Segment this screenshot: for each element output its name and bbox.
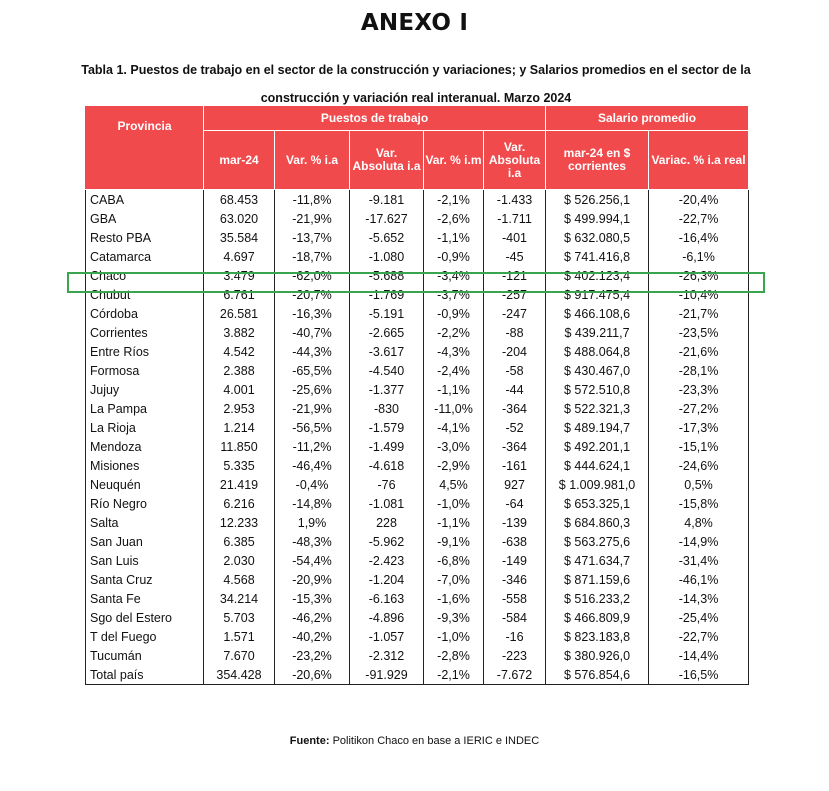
cell-province: Neuquén — [86, 475, 204, 494]
table-row — [86, 608, 749, 627]
cell-var-abs-ia: -1.499 — [350, 437, 424, 456]
cell-var-pct-ia: -65,5% — [275, 361, 350, 380]
cell-salary-current: $ 576.854,6 — [546, 665, 649, 685]
cell-var-pct-ia: -40,2% — [275, 627, 350, 646]
cell-var-abs-ia-2: 927 — [484, 475, 546, 494]
cell-jobs-mar24: 5.335 — [204, 456, 275, 475]
cell-var-pct-im: -7,0% — [424, 570, 484, 589]
cell-var-pct-im: -2,1% — [424, 190, 484, 210]
cell-var-abs-ia: -2.312 — [350, 646, 424, 665]
cell-salary-real-var: -26,3% — [649, 266, 749, 285]
cell-var-abs-ia: -5.688 — [350, 266, 424, 285]
table-row — [86, 266, 749, 285]
cell-var-pct-im: -4,1% — [424, 418, 484, 437]
cell-salary-real-var: -23,3% — [649, 380, 749, 399]
table-row — [86, 570, 749, 589]
cell-salary-real-var: -16,4% — [649, 228, 749, 247]
cell-var-abs-ia-2: -584 — [484, 608, 546, 627]
table-row — [86, 646, 749, 665]
source-note — [0, 735, 829, 747]
cell-salary-real-var: -31,4% — [649, 551, 749, 570]
cell-jobs-mar24: 2.388 — [204, 361, 275, 380]
cell-var-pct-ia: -20,6% — [275, 665, 350, 685]
cell-jobs-mar24: 34.214 — [204, 589, 275, 608]
cell-salary-current: $ 741.416,8 — [546, 247, 649, 266]
header-group-jobs: Puestos de trabajo — [204, 106, 546, 131]
cell-jobs-mar24: 1.214 — [204, 418, 275, 437]
header-col-var-abs-ia-2: Var. Absoluta i.a — [484, 131, 546, 190]
table-row — [86, 190, 749, 210]
cell-province: Formosa — [86, 361, 204, 380]
cell-salary-current: $ 563.275,6 — [546, 532, 649, 551]
cell-salary-current: $ 430.467,0 — [546, 361, 649, 380]
cell-province: Resto PBA — [86, 228, 204, 247]
cell-var-abs-ia: -830 — [350, 399, 424, 418]
table-row — [86, 627, 749, 646]
cell-var-abs-ia-2: -364 — [484, 399, 546, 418]
cell-var-pct-ia: -14,8% — [275, 494, 350, 513]
cell-var-abs-ia-2: -257 — [484, 285, 546, 304]
cell-var-pct-ia: -11,8% — [275, 190, 350, 210]
cell-province: Mendoza — [86, 437, 204, 456]
cell-var-abs-ia: -5.652 — [350, 228, 424, 247]
cell-var-pct-im: -11,0% — [424, 399, 484, 418]
cell-var-abs-ia: -1.579 — [350, 418, 424, 437]
cell-province: Entre Ríos — [86, 342, 204, 361]
cell-jobs-mar24: 6.761 — [204, 285, 275, 304]
cell-var-abs-ia-2: -204 — [484, 342, 546, 361]
cell-salary-real-var: -20,4% — [649, 190, 749, 210]
cell-salary-real-var: -17,3% — [649, 418, 749, 437]
cell-salary-current: $ 466.108,6 — [546, 304, 649, 323]
table-row — [86, 304, 749, 323]
cell-var-pct-im: -2,1% — [424, 665, 484, 685]
table-row — [86, 209, 749, 228]
cell-var-pct-ia: -20,9% — [275, 570, 350, 589]
cell-var-pct-im: -9,3% — [424, 608, 484, 627]
table-row — [86, 361, 749, 380]
cell-var-pct-ia: -56,5% — [275, 418, 350, 437]
cell-var-pct-im: -3,4% — [424, 266, 484, 285]
table-caption: Tabla 1. Puestos de trabajo en el sector de la construcción y variaciones; y Salarios promedios en el sector de la construcción y variación real interanual. Marzo 2024 — [81, 63, 751, 105]
cell-salary-current: $ 380.926,0 — [546, 646, 649, 665]
cell-var-pct-ia: -25,6% — [275, 380, 350, 399]
cell-salary-current: $ 526.256,1 — [546, 190, 649, 210]
cell-var-abs-ia-2: -558 — [484, 589, 546, 608]
cell-var-pct-ia: -62,0% — [275, 266, 350, 285]
cell-var-pct-im: -2,6% — [424, 209, 484, 228]
cell-jobs-mar24: 354.428 — [204, 665, 275, 685]
cell-jobs-mar24: 6.385 — [204, 532, 275, 551]
cell-var-abs-ia: -4.896 — [350, 608, 424, 627]
cell-jobs-mar24: 5.703 — [204, 608, 275, 627]
cell-var-abs-ia-2: -45 — [484, 247, 546, 266]
cell-var-pct-im: -3,0% — [424, 437, 484, 456]
cell-var-pct-im: -1,0% — [424, 494, 484, 513]
cell-salary-real-var: -14,9% — [649, 532, 749, 551]
cell-var-abs-ia-2: -58 — [484, 361, 546, 380]
page-title: ANEXO I — [360, 10, 469, 36]
table-row — [86, 532, 749, 551]
cell-jobs-mar24: 35.584 — [204, 228, 275, 247]
cell-salary-current: $ 917.475,4 — [546, 285, 649, 304]
cell-var-abs-ia: -4.618 — [350, 456, 424, 475]
cell-jobs-mar24: 21.419 — [204, 475, 275, 494]
cell-var-pct-ia: -21,9% — [275, 399, 350, 418]
cell-var-pct-ia: -16,3% — [275, 304, 350, 323]
cell-jobs-mar24: 11.850 — [204, 437, 275, 456]
table-row — [86, 494, 749, 513]
table-row — [86, 437, 749, 456]
cell-salary-current: $ 439.211,7 — [546, 323, 649, 342]
table-row — [86, 418, 749, 437]
table-row — [86, 323, 749, 342]
cell-var-abs-ia-2: -401 — [484, 228, 546, 247]
header-col-var-pct-im: Var. % i.m — [424, 131, 484, 190]
table-row — [86, 551, 749, 570]
cell-var-abs-ia: -1.081 — [350, 494, 424, 513]
table-row — [86, 475, 749, 494]
cell-var-pct-im: -6,8% — [424, 551, 484, 570]
cell-var-abs-ia-2: -223 — [484, 646, 546, 665]
cell-salary-current: $ 572.510,8 — [546, 380, 649, 399]
cell-var-abs-ia-2: -44 — [484, 380, 546, 399]
table-row — [86, 513, 749, 532]
cell-province: T del Fuego — [86, 627, 204, 646]
cell-var-abs-ia-2: -638 — [484, 532, 546, 551]
cell-province: San Juan — [86, 532, 204, 551]
cell-var-abs-ia: -2.665 — [350, 323, 424, 342]
cell-var-pct-im: -4,3% — [424, 342, 484, 361]
cell-var-pct-im: 4,5% — [424, 475, 484, 494]
cell-var-pct-ia: 1,9% — [275, 513, 350, 532]
cell-var-abs-ia-2: -161 — [484, 456, 546, 475]
cell-jobs-mar24: 4.001 — [204, 380, 275, 399]
cell-var-abs-ia: -6.163 — [350, 589, 424, 608]
cell-province: Santa Cruz — [86, 570, 204, 589]
cell-province: Catamarca — [86, 247, 204, 266]
cell-salary-current: $ 653.325,1 — [546, 494, 649, 513]
cell-salary-real-var: -25,4% — [649, 608, 749, 627]
cell-salary-real-var: -28,1% — [649, 361, 749, 380]
cell-jobs-mar24: 1.571 — [204, 627, 275, 646]
cell-province: Misiones — [86, 456, 204, 475]
cell-var-abs-ia-2: -88 — [484, 323, 546, 342]
cell-jobs-mar24: 4.542 — [204, 342, 275, 361]
cell-salary-real-var: -14,3% — [649, 589, 749, 608]
cell-var-pct-im: -1,1% — [424, 380, 484, 399]
table-row — [86, 665, 749, 685]
header-col-mar24: mar-24 — [204, 131, 275, 190]
cell-province: Chubut — [86, 285, 204, 304]
cell-province: Santa Fe — [86, 589, 204, 608]
cell-jobs-mar24: 4.697 — [204, 247, 275, 266]
cell-var-abs-ia: -1.057 — [350, 627, 424, 646]
cell-salary-current: $ 471.634,7 — [546, 551, 649, 570]
header-col-var-pct-ia: Var. % i.a — [275, 131, 350, 190]
cell-var-pct-im: -2,2% — [424, 323, 484, 342]
table-row — [86, 247, 749, 266]
cell-var-pct-im: -2,8% — [424, 646, 484, 665]
cell-jobs-mar24: 68.453 — [204, 190, 275, 210]
data-table — [85, 105, 749, 685]
table-row — [86, 380, 749, 399]
cell-var-abs-ia: -3.617 — [350, 342, 424, 361]
cell-salary-real-var: -22,7% — [649, 627, 749, 646]
cell-province: La Pampa — [86, 399, 204, 418]
cell-salary-real-var: -21,6% — [649, 342, 749, 361]
cell-var-abs-ia: -4.540 — [350, 361, 424, 380]
header-province: Provincia — [86, 106, 204, 190]
cell-var-pct-ia: -44,3% — [275, 342, 350, 361]
cell-var-abs-ia: 228 — [350, 513, 424, 532]
cell-var-abs-ia-2: -139 — [484, 513, 546, 532]
cell-var-pct-im: -1,1% — [424, 513, 484, 532]
cell-var-pct-im: -2,4% — [424, 361, 484, 380]
cell-province: San Luis — [86, 551, 204, 570]
cell-salary-real-var: -16,5% — [649, 665, 749, 685]
cell-jobs-mar24: 2.953 — [204, 399, 275, 418]
cell-salary-real-var: -24,6% — [649, 456, 749, 475]
table-row — [86, 399, 749, 418]
cell-var-pct-ia: -15,3% — [275, 589, 350, 608]
cell-var-pct-im: -3,7% — [424, 285, 484, 304]
table-row — [86, 342, 749, 361]
cell-province: GBA — [86, 209, 204, 228]
cell-salary-current: $ 522.321,3 — [546, 399, 649, 418]
cell-jobs-mar24: 3.882 — [204, 323, 275, 342]
table-row — [86, 285, 749, 304]
cell-var-abs-ia-2: -1.711 — [484, 209, 546, 228]
cell-var-pct-im: -1,0% — [424, 627, 484, 646]
cell-salary-current: $ 489.194,7 — [546, 418, 649, 437]
cell-salary-current: $ 466.809,9 — [546, 608, 649, 627]
cell-salary-real-var: -27,2% — [649, 399, 749, 418]
cell-salary-real-var: -10,4% — [649, 285, 749, 304]
cell-province: Chaco — [86, 266, 204, 285]
cell-salary-current: $ 402.123,4 — [546, 266, 649, 285]
cell-var-abs-ia: -91.929 — [350, 665, 424, 685]
cell-jobs-mar24: 26.581 — [204, 304, 275, 323]
cell-jobs-mar24: 12.233 — [204, 513, 275, 532]
cell-province: CABA — [86, 190, 204, 210]
cell-var-pct-im: -0,9% — [424, 247, 484, 266]
source-label: Fuente: — [289, 735, 330, 747]
cell-var-abs-ia: -2.423 — [350, 551, 424, 570]
cell-salary-real-var: -15,1% — [649, 437, 749, 456]
cell-var-abs-ia-2: -64 — [484, 494, 546, 513]
table-body — [86, 190, 749, 685]
cell-salary-real-var: 4,8% — [649, 513, 749, 532]
cell-salary-real-var: -23,5% — [649, 323, 749, 342]
header-col-salary-current: mar-24 en $ corrientes — [546, 131, 649, 190]
cell-var-abs-ia-2: -346 — [484, 570, 546, 589]
cell-var-abs-ia-2: -7.672 — [484, 665, 546, 685]
cell-jobs-mar24: 4.568 — [204, 570, 275, 589]
cell-var-pct-ia: -21,9% — [275, 209, 350, 228]
cell-var-pct-ia: -18,7% — [275, 247, 350, 266]
cell-var-pct-ia: -48,3% — [275, 532, 350, 551]
cell-salary-current: $ 871.159,6 — [546, 570, 649, 589]
cell-var-abs-ia-2: -121 — [484, 266, 546, 285]
cell-var-abs-ia: -1.377 — [350, 380, 424, 399]
cell-province: Tucumán — [86, 646, 204, 665]
cell-province: Sgo del Estero — [86, 608, 204, 627]
header-col-salary-real-var: Variac. % i.a real — [649, 131, 749, 190]
cell-var-pct-ia: -23,2% — [275, 646, 350, 665]
cell-salary-real-var: 0,5% — [649, 475, 749, 494]
cell-var-pct-im: -2,9% — [424, 456, 484, 475]
cell-salary-current: $ 1.009.981,0 — [546, 475, 649, 494]
cell-salary-real-var: -21,7% — [649, 304, 749, 323]
table-row — [86, 228, 749, 247]
cell-var-abs-ia: -1.204 — [350, 570, 424, 589]
cell-salary-current: $ 823.183,8 — [546, 627, 649, 646]
cell-var-pct-ia: -54,4% — [275, 551, 350, 570]
cell-salary-real-var: -15,8% — [649, 494, 749, 513]
cell-jobs-mar24: 7.670 — [204, 646, 275, 665]
cell-salary-current: $ 444.624,1 — [546, 456, 649, 475]
cell-var-abs-ia-2: -52 — [484, 418, 546, 437]
table-row — [86, 456, 749, 475]
cell-var-abs-ia: -76 — [350, 475, 424, 494]
cell-jobs-mar24: 3.479 — [204, 266, 275, 285]
cell-var-pct-ia: -0,4% — [275, 475, 350, 494]
cell-var-abs-ia: -5.191 — [350, 304, 424, 323]
cell-salary-real-var: -6,1% — [649, 247, 749, 266]
cell-province: Salta — [86, 513, 204, 532]
cell-province: Total país — [86, 665, 204, 685]
cell-salary-current: $ 488.064,8 — [546, 342, 649, 361]
source-text: Politikon Chaco en base a IERIC e INDEC — [332, 735, 540, 747]
cell-var-pct-ia: -13,7% — [275, 228, 350, 247]
cell-var-abs-ia-2: -1.433 — [484, 190, 546, 210]
cell-province: La Rioja — [86, 418, 204, 437]
header-col-var-abs-ia: Var. Absoluta i.a — [350, 131, 424, 190]
cell-var-pct-ia: -11,2% — [275, 437, 350, 456]
cell-jobs-mar24: 6.216 — [204, 494, 275, 513]
cell-var-pct-im: -9,1% — [424, 532, 484, 551]
cell-salary-current: $ 684.860,3 — [546, 513, 649, 532]
cell-var-pct-ia: -46,2% — [275, 608, 350, 627]
cell-salary-real-var: -22,7% — [649, 209, 749, 228]
cell-jobs-mar24: 2.030 — [204, 551, 275, 570]
cell-var-abs-ia-2: -149 — [484, 551, 546, 570]
table-row — [86, 589, 749, 608]
cell-var-pct-im: -0,9% — [424, 304, 484, 323]
cell-province: Jujuy — [86, 380, 204, 399]
cell-var-abs-ia: -9.181 — [350, 190, 424, 210]
cell-var-pct-im: -1,1% — [424, 228, 484, 247]
cell-var-abs-ia-2: -364 — [484, 437, 546, 456]
cell-salary-current: $ 632.080,5 — [546, 228, 649, 247]
cell-salary-real-var: -14,4% — [649, 646, 749, 665]
cell-province: Río Negro — [86, 494, 204, 513]
cell-var-abs-ia: -17.627 — [350, 209, 424, 228]
cell-salary-current: $ 516.233,2 — [546, 589, 649, 608]
cell-jobs-mar24: 63.020 — [204, 209, 275, 228]
cell-var-abs-ia-2: -247 — [484, 304, 546, 323]
cell-var-pct-ia: -20,7% — [275, 285, 350, 304]
cell-salary-real-var: -46,1% — [649, 570, 749, 589]
header-group-salary: Salario promedio — [546, 106, 749, 131]
cell-salary-current: $ 499.994,1 — [546, 209, 649, 228]
cell-var-pct-im: -1,6% — [424, 589, 484, 608]
cell-var-abs-ia: -1.080 — [350, 247, 424, 266]
cell-var-abs-ia: -1.769 — [350, 285, 424, 304]
table-header — [86, 106, 749, 190]
cell-var-abs-ia: -5.962 — [350, 532, 424, 551]
cell-var-pct-ia: -46,4% — [275, 456, 350, 475]
cell-var-abs-ia-2: -16 — [484, 627, 546, 646]
cell-var-pct-ia: -40,7% — [275, 323, 350, 342]
cell-province: Corrientes — [86, 323, 204, 342]
cell-province: Córdoba — [86, 304, 204, 323]
cell-salary-current: $ 492.201,1 — [546, 437, 649, 456]
